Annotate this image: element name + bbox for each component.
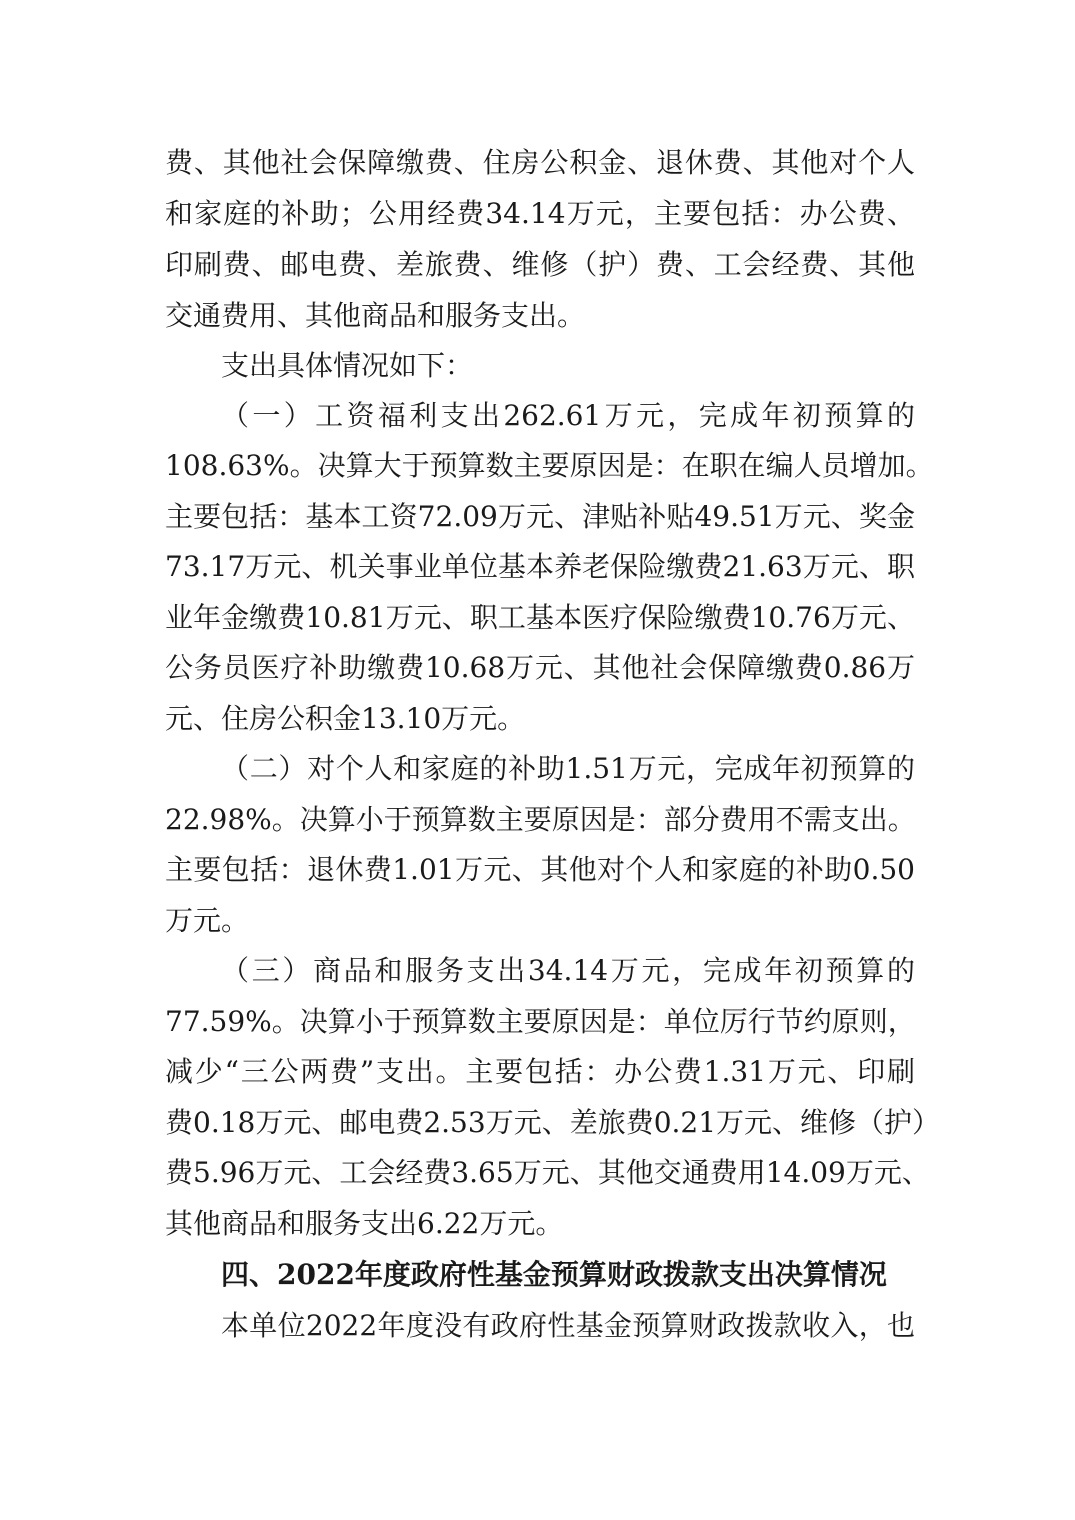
text-line: 77.59%。决算小于预算数主要原因是：单位厉行节约原则， [165, 1005, 916, 1038]
text-line: 减少“三公两费”支出。主要包括：办公费1.31万元、印刷 [165, 1055, 915, 1088]
text-line: （二）对个人和家庭的补助1.51万元，完成年初预算的 [221, 752, 915, 785]
text-line: 交通费用、其他商品和服务支出。 [165, 299, 586, 332]
text-line: 业年金缴费10.81万元、职工基本医疗保险缴费10.76万元、 [165, 601, 915, 634]
text-line: （一）工资福利支出262.61万元，完成年初预算的 [221, 399, 915, 432]
text-line: 22.98%。决算小于预算数主要原因是：部分费用不需支出。 [165, 803, 916, 836]
text-line: 公务员医疗补助缴费10.68万元、其他社会保障缴费0.86万 [165, 651, 915, 684]
text-line: （三）商品和服务支出34.14万元，完成年初预算的 [221, 954, 915, 987]
section-heading: 四、2022年度政府性基金预算财政拨款支出决算情况 [221, 1258, 887, 1291]
text-line: 费5.96万元、工会经费3.65万元、其他交通费用14.09万元、 [165, 1156, 930, 1189]
text-line: 其他商品和服务支出6.22万元。 [165, 1207, 564, 1240]
text-line: 和家庭的补助；公用经费34.14万元，主要包括：办公费、 [165, 197, 915, 230]
section-intro: 支出具体情况如下： [221, 349, 474, 382]
text-line: 73.17万元、机关事业单位基本养老保险缴费21.63万元、职 [165, 550, 915, 583]
text-line: 费、其他社会保障缴费、住房公积金、退休费、其他对个人 [165, 146, 915, 179]
text-line: 本单位2022年度没有政府性基金预算财政拨款收入，也 [221, 1309, 915, 1342]
text-line: 印刷费、邮电费、差旅费、维修（护）费、工会经费、其他 [165, 248, 915, 281]
text-line: 费0.18万元、邮电费2.53万元、差旅费0.21万元、维修（护） [165, 1106, 941, 1139]
text-line: 主要包括：退休费1.01万元、其他对个人和家庭的补助0.50 [165, 853, 915, 886]
text-line: 主要包括：基本工资72.09万元、津贴补贴49.51万元、奖金 [165, 500, 915, 533]
text-line: 元、住房公积金13.10万元。 [165, 702, 526, 735]
text-line: 108.63%。决算大于预算数主要原因是：在职在编人员增加。 [165, 449, 934, 482]
text-line: 万元。 [165, 904, 250, 937]
